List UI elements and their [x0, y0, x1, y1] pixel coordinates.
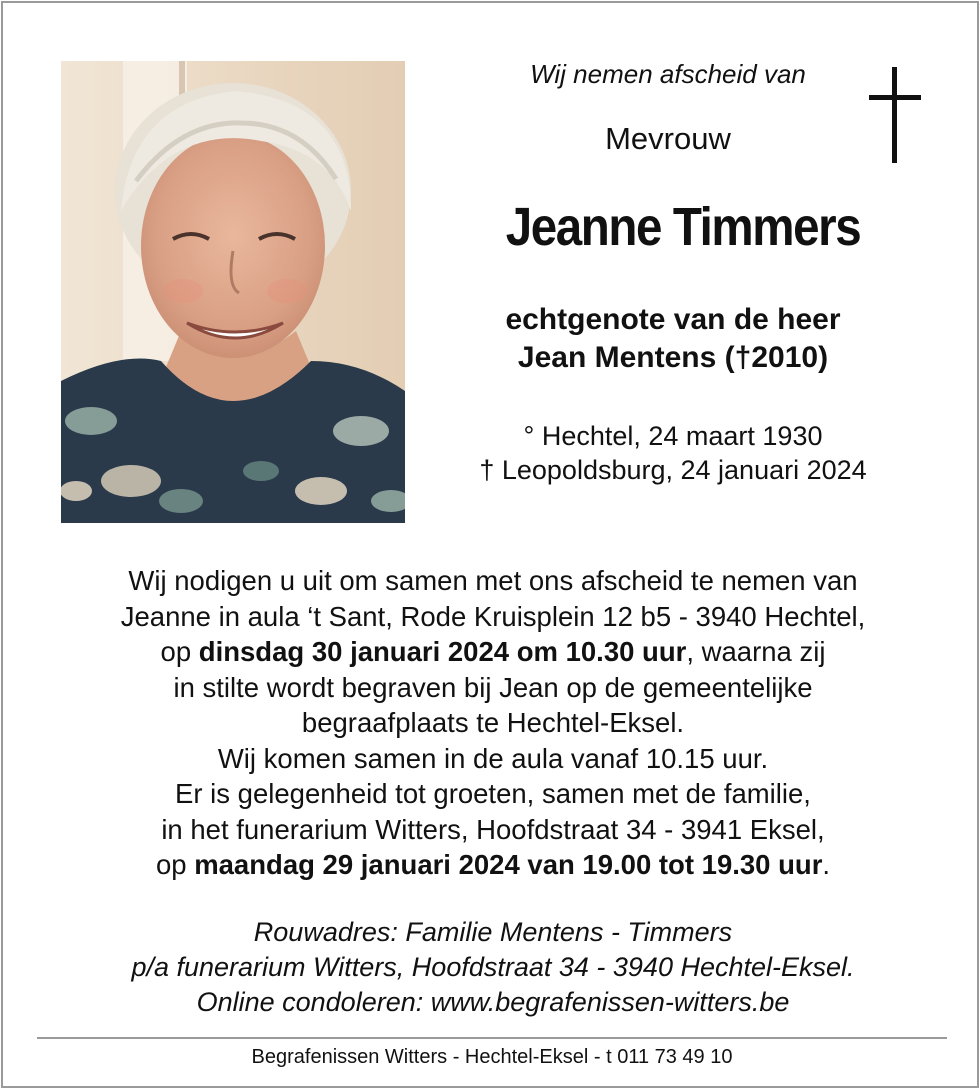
ceremony-datetime: dinsdag 30 januari 2024 om 10.30 uur	[198, 636, 687, 667]
intro-text: Wij nemen afscheid van	[530, 59, 806, 89]
birth-date: ° Hechtel, 24 maart 1930	[523, 421, 823, 451]
cross-icon	[865, 67, 925, 163]
ceremony-suffix: , waarna zij	[686, 636, 826, 667]
mourning-address	[43, 915, 943, 1020]
obituary-card	[1, 1, 979, 1088]
invitation-line: Jeanne in aula ‘t Sant, Rode Kruisplein 12 b5 - 3940 Hechtel,	[120, 600, 866, 632]
invitation-line: in stilte wordt begraven bij Jean op de gemeentelijke	[173, 671, 813, 703]
invitation-text	[43, 563, 943, 883]
deceased-name: Jeanne Timmers	[505, 197, 861, 257]
divider	[37, 1037, 947, 1039]
life-dates	[433, 419, 913, 487]
invitation-line: begraafplaats te Hechtel-Eksel.	[301, 707, 685, 738]
visitation-line	[43, 847, 943, 883]
invitation-line: Wij komen samen in de aula vanaf 10.15 uur.	[217, 742, 769, 774]
ceremony-prefix: op	[160, 636, 199, 667]
invitation-line: Wij nodigen u uit om samen met ons afscheid te nemen van	[128, 565, 858, 596]
death-date: † Leopoldsburg, 24 januari 2024	[479, 455, 867, 485]
portrait-photo	[61, 61, 405, 523]
mourning-address-line: Rouwadres: Familie Mentens - Timmers	[253, 917, 733, 947]
online-condolence-link[interactable]: Online condoleren: www.begrafenissen-witters.be	[196, 987, 790, 1017]
spouse-line-2: Jean Mentens (†2010)	[517, 341, 829, 374]
invitation-line: Er is gelegenheid tot groeten, samen met de familie,	[175, 778, 811, 809]
invitation-line: in het funerarium Witters, Hoofdstraat 34 - 3941 Eksel,	[161, 813, 825, 845]
visitation-prefix: op	[155, 849, 195, 880]
footer-text: Begrafenissen Witters - Hechtel-Eksel - t 011 73 49 10	[251, 1046, 733, 1068]
spouse-line-1: echtgenote van de heer	[505, 303, 841, 336]
honorific-title: Mevrouw	[605, 121, 731, 156]
ceremony-line	[43, 634, 943, 670]
mourning-address-line: p/a funerarium Witters, Hoofdstraat 34 - 3940 Hechtel-Eksel.	[131, 952, 855, 982]
spouse-info	[433, 301, 913, 377]
visitation-suffix: .	[822, 849, 831, 880]
visitation-datetime: maandag 29 januari 2024 van 19.00 tot 19.30 uur	[194, 849, 823, 880]
portrait-illustration	[61, 61, 405, 523]
